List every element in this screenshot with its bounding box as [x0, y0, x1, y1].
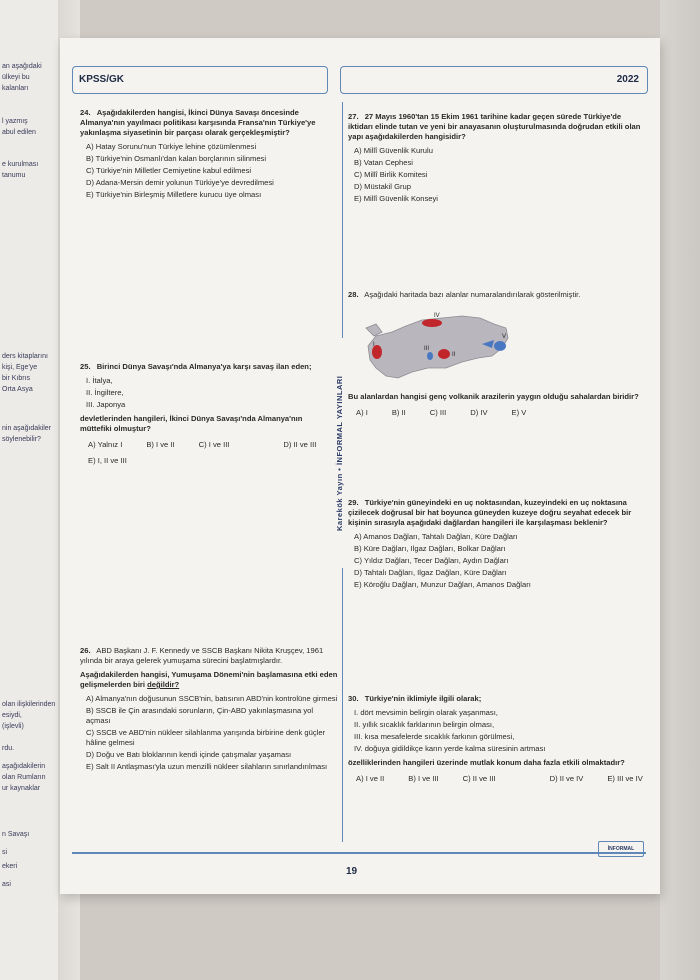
option-c[interactable]: C) I ve III	[198, 440, 230, 449]
question-intro: ABD Başkanı J. F. Kennedy ve SSCB Başkanı Nikita Kruşçev, 1961 yılında bir araya gelerek yumuşama sürecini başlatmışlardır.	[80, 646, 324, 665]
footer-rule	[72, 852, 646, 854]
option-a[interactable]: A) Almanya'nın doğusunun SSCB'nin, batısının ABD'nin kontrolüne girmesi	[86, 694, 338, 703]
question-number: 25.	[80, 362, 91, 371]
fragment: olan Rumların	[2, 774, 46, 781]
question-25	[80, 362, 330, 466]
header-right-box	[340, 66, 648, 94]
option-b[interactable]: B) SSCB ile Çin arasındaki sorunların, Çin-ABD yakınlaşmasına yol açması	[86, 706, 314, 725]
option-b[interactable]: B) I ve II	[146, 440, 175, 449]
option-b[interactable]: B) Türkiye'nin Osmanlı'dan kalan borçlarının silinmesi	[86, 154, 267, 163]
fragment: asi	[2, 881, 11, 888]
map-label-iv: IV	[434, 313, 440, 319]
question-29	[348, 498, 644, 592]
options-row	[356, 774, 644, 784]
item-i: I. dört mevsimin belirgin olarak yaşanması,	[354, 708, 498, 717]
question-number: 30.	[348, 694, 359, 703]
option-e[interactable]: E) III ve IV	[607, 774, 643, 783]
question-number: 28.	[348, 290, 359, 299]
fragment: kişi, Ege'ye	[2, 364, 38, 371]
fragment: (işlevli)	[2, 723, 24, 730]
fragment: aşağıdakilerin	[2, 763, 46, 770]
fragment: bir Kıbrıs	[2, 375, 31, 382]
question-stem: Türkiye'nin güneyindeki en uç noktasından, kuzeyindeki en uç noktasına çizilecek doğrusal bir hat boyunca güneyden kuzeye doğru seyahat edecek bir kişinin sırasıyla aşağıdaki dağlardan hangileri ile karşılaşması beklenir?	[348, 498, 632, 527]
options-list	[80, 694, 338, 772]
map-label-ii: II	[452, 352, 456, 358]
option-c[interactable]: C) Yıldız Dağları, Tecer Dağları, Aydın Dağları	[354, 556, 509, 565]
option-b[interactable]: B) II	[391, 408, 406, 417]
option-a[interactable]: A) I	[356, 408, 368, 417]
question-number: 26.	[80, 646, 91, 655]
question-24	[80, 108, 330, 202]
stem-text: Aşağıdakilerden hangisi, Yumuşama Dönemi'nin başlamasına etki eden gelişmelerden biri	[80, 670, 338, 689]
fragment: ur kaynaklar	[2, 785, 41, 792]
map-label-i: I	[373, 342, 375, 348]
fragment: olan ilişkilerinden	[2, 701, 56, 708]
fragment: ders kitaplarını	[2, 353, 48, 360]
exam-year: 2022	[616, 74, 639, 85]
question-stem: Bu alanlardan hangisi genç volkanik arazilerin yaygın olduğu sahalardan biridir?	[348, 392, 639, 401]
fragment: ekeri	[2, 863, 18, 870]
brand-logo: İNFORMAL	[598, 841, 644, 857]
map-label-v: V	[502, 334, 507, 340]
option-e[interactable]: E) Salt II Antlaşması'yla uzun menzilli nükleer silahların sınırlandırılması	[86, 762, 328, 771]
roman-items	[348, 708, 644, 754]
option-a[interactable]: A) Millî Güvenlik Kurulu	[354, 146, 433, 155]
question-28	[348, 290, 644, 418]
question-prompt: devletlerinden hangileri, İkinci Dünya Savaşı'nda Almanya'nın müttefiki olmuştur?	[80, 414, 303, 433]
fragment: l yazmış	[2, 118, 28, 125]
question-prompt: özelliklerinden hangileri üzerinde mutlak konum daha fazla etkili olmaktadır?	[348, 758, 625, 767]
question-stem: Aşağıdakilerden hangisi, İkinci Dünya Savaşı öncesinde Almanya'nın yayılmacı politikası karşısında Fransa'nın Türkiye'ye yakınlaşma siyasetinin bir parçası olarak gerçekleşmiştir?	[80, 108, 316, 137]
fragment: rdu.	[2, 745, 15, 752]
item-i: I. İtalya,	[86, 376, 113, 385]
question-30	[348, 694, 644, 784]
option-d[interactable]: D) Tahtalı Dağları, Ilgaz Dağları, Küre Dağları	[354, 568, 507, 577]
thrace-region	[366, 324, 382, 336]
option-c[interactable]: C) SSCB ve ABD'nin nükleer silahlanma yarışında birbirine denk güçler hâline gelmesi	[86, 728, 326, 747]
option-d[interactable]: D) II ve IV	[549, 774, 584, 783]
header-left-box	[72, 66, 328, 94]
turkey-map-svg	[362, 306, 512, 386]
options-list	[348, 532, 644, 590]
fragment: Orta Asya	[2, 386, 33, 393]
option-e[interactable]: E) V	[511, 408, 527, 417]
option-d[interactable]: D) Doğu ve Batı bloklarının kendi içinde çatışmalar yaşaması	[86, 750, 292, 759]
fragment: söylenebilir?	[2, 436, 41, 443]
option-d[interactable]: D) IV	[470, 408, 488, 417]
option-b[interactable]: B) I ve III	[408, 774, 439, 783]
options-list	[80, 142, 330, 200]
fragment: si	[2, 849, 8, 856]
fragment: tanumu	[2, 172, 26, 179]
question-intro: Aşağıdaki haritada bazı alanlar numaralandırılarak gösterilmiştir.	[364, 290, 581, 299]
question-stem	[80, 670, 338, 690]
fragment: kalanları	[2, 85, 29, 92]
area-ii	[438, 349, 450, 359]
fragment: abul edilen	[2, 129, 36, 136]
page-number: 19	[346, 866, 358, 877]
question-number: 24.	[80, 108, 91, 117]
option-c[interactable]: C) III	[429, 408, 447, 417]
option-a[interactable]: A) Hatay Sorunu'nun Türkiye lehine çözümlenmesi	[86, 142, 257, 151]
question-27	[348, 112, 644, 206]
item-ii: II. İngiltere,	[86, 388, 124, 397]
options-list	[348, 146, 644, 204]
option-d[interactable]: D) Adana-Mersin demir yolunun Türkiye'ye devredilmesi	[86, 178, 274, 187]
exam-page	[60, 38, 660, 894]
option-a[interactable]: A) Yalnız I	[88, 440, 123, 449]
area-iii	[427, 352, 433, 360]
map-label-iii: III	[424, 346, 430, 352]
stem-negation: değildir?	[147, 680, 180, 689]
fragment: an aşağıdaki	[2, 63, 42, 70]
option-c[interactable]: C) II ve III	[462, 774, 496, 783]
question-number: 29.	[348, 498, 359, 507]
publisher-mark: Karekök Yayın • İNFORMAL YAYINLARI	[335, 338, 351, 568]
option-e[interactable]: E) Millî Güvenlik Konseyi	[354, 194, 438, 203]
options-row	[356, 408, 644, 418]
question-number: 27.	[348, 112, 359, 121]
item-iii: III. kısa mesafelerde sıcaklık farkının görülmesi,	[354, 732, 515, 741]
option-b[interactable]: B) Küre Dağları, Ilgaz Dağları, Bolkar Dağları	[354, 544, 506, 553]
option-c[interactable]: C) Türkiye'nin Milletler Cemiyetine kabul edilmesi	[86, 166, 252, 175]
fragment: ülkeyi bu	[2, 74, 30, 81]
area-v	[494, 341, 506, 351]
fragment: esiydi,	[2, 712, 22, 719]
background-surface	[660, 0, 700, 980]
area-iv	[422, 319, 442, 327]
option-d[interactable]: D) II ve III	[283, 440, 317, 449]
option-e[interactable]: E) Türkiye'nin Birleşmiş Milletlere kurucu üye olması	[86, 190, 262, 199]
question-stem: Birinci Dünya Savaşı'nda Almanya'ya karşı savaş ilan eden;	[96, 362, 312, 371]
fragment: e kurulması	[2, 161, 39, 168]
item-ii: II. yıllık sıcaklık farklarının belirgin olması,	[354, 720, 495, 729]
previous-page-edge	[0, 0, 58, 980]
option-e[interactable]: E) Köroğlu Dağları, Munzur Dağları, Amanos Dağları	[354, 580, 531, 589]
option-a[interactable]: A) I ve II	[356, 774, 385, 783]
item-iv: IV. doğuya gidildikçe karın yerde kalma süresinin artması	[354, 744, 546, 753]
option-b[interactable]: B) Vatan Cephesi	[354, 158, 413, 167]
option-d[interactable]: D) Müstakil Grup	[354, 182, 411, 191]
fragment: nin aşağıdakiler	[2, 425, 52, 432]
item-iii: III. Japonya	[86, 400, 126, 409]
question-stem: 27 Mayıs 1960'tan 15 Ekim 1961 tarihine kadar geçen sürede Türkiye'de iktidarı elinde tutan ve yeni bir anayasanın oluşturulmasında doğrudan etkili olan yapı aşağıdakilerden hangisidir?	[348, 112, 641, 141]
roman-items	[80, 376, 330, 410]
option-c[interactable]: C) Millî Birlik Komitesi	[354, 170, 428, 179]
question-26	[80, 646, 338, 774]
option-e[interactable]: E) I, II ve III	[88, 456, 127, 465]
turkey-map	[362, 306, 512, 386]
option-a[interactable]: A) Amanos Dağları, Tahtalı Dağları, Küre Dağları	[354, 532, 518, 541]
exam-title: KPSS/GK	[79, 74, 125, 85]
options-row	[88, 440, 330, 466]
question-stem: Türkiye'nin iklimiyle ilgili olarak;	[364, 694, 482, 703]
fragment: n Savaşı	[2, 831, 30, 838]
